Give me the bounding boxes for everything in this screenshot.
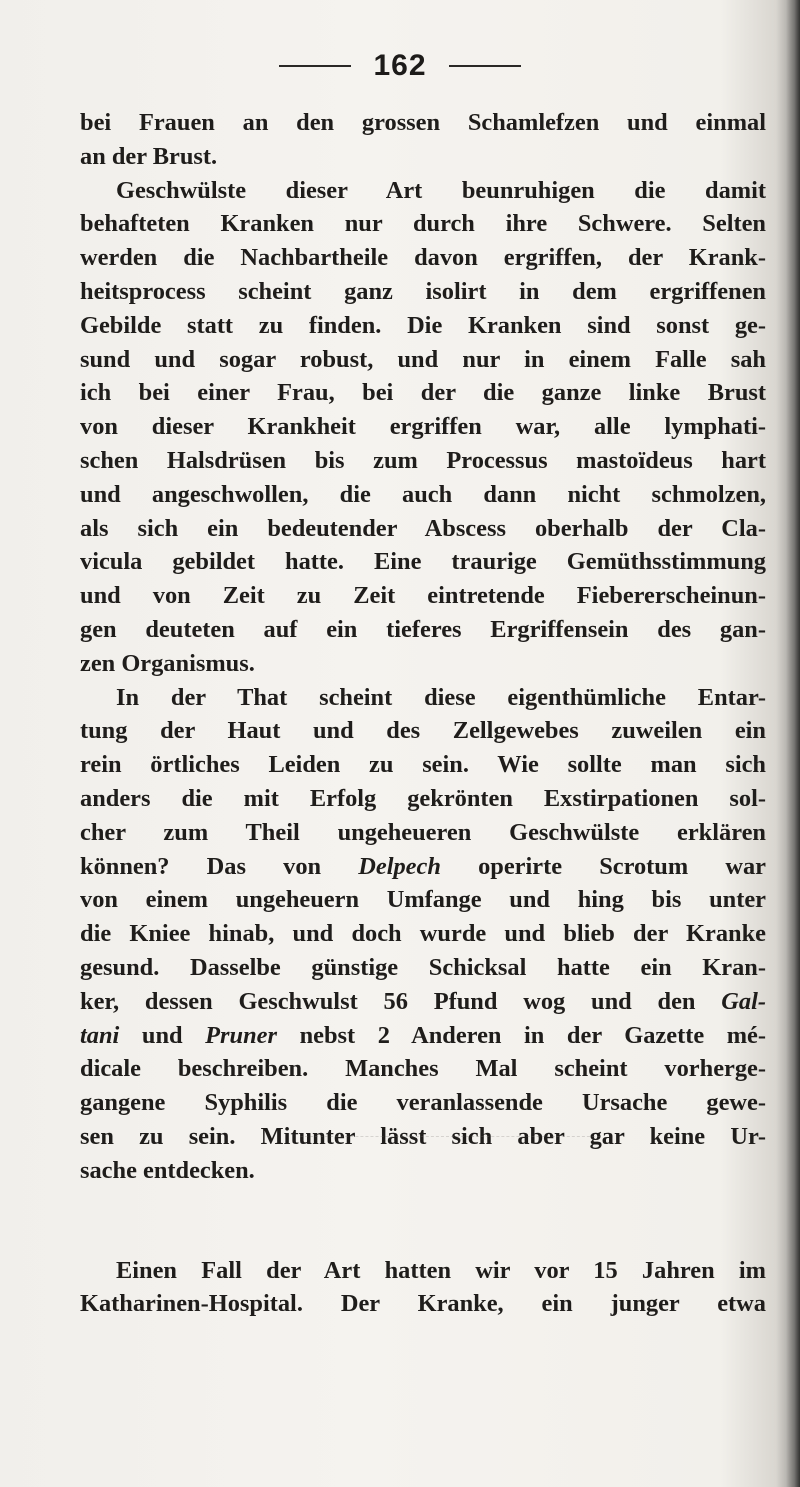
text-line xyxy=(80,951,766,985)
text-run: und xyxy=(119,1021,206,1049)
text-run: nebst 2 Anderen in der Gazette mé- xyxy=(277,1021,766,1049)
text-line xyxy=(80,985,766,1019)
text-line xyxy=(80,1086,766,1120)
text-line xyxy=(80,917,766,951)
text-run: bei Frauen an den grossen Schamlefzen und einmal xyxy=(80,109,766,136)
text-line xyxy=(80,275,766,309)
text-run: gen deuteten auf ein tieferes Ergriffensein des gan- xyxy=(80,615,766,643)
text-run: sache entdecken. xyxy=(80,1156,255,1184)
text-line xyxy=(80,579,766,613)
author-name-italic: tani xyxy=(80,1021,120,1049)
text-line xyxy=(80,376,766,410)
author-name-italic: Delpech xyxy=(358,852,441,880)
text-line xyxy=(80,647,766,681)
text-run: ich bei einer Frau, bei der die ganze linke Brust xyxy=(80,379,766,407)
text-run: Geschwülste dieser Art beunruhigen die damit xyxy=(116,176,766,204)
page-number: 162 xyxy=(373,49,427,82)
text-run: rein örtliches Leiden zu sein. Wie sollte man sich xyxy=(80,751,766,779)
text-line xyxy=(80,1287,766,1321)
text-run: als sich ein bedeutender Abscess oberhalb der Cla- xyxy=(80,514,766,542)
text-run: tung der Haut und des Zellgewebes zuweilen ein xyxy=(80,717,766,745)
text-run: vicula gebildet hatte. Eine traurige Gemüthsstimmung xyxy=(80,548,766,576)
text-line xyxy=(80,241,766,275)
text-line xyxy=(80,748,766,782)
text-run: schen Halsdrüsen bis zum Processus mastoïdeus hart xyxy=(80,446,766,474)
text-run: Einen Fall der Art hatten wir vor 15 Jahren im xyxy=(116,1256,766,1284)
text-run: von einem ungeheuern Umfange und hing bis unter xyxy=(80,886,766,914)
text-run: zen Organismus. xyxy=(80,649,255,677)
text-run: die Kniee hinab, und doch wurde und blieb der Kranke xyxy=(80,920,766,948)
text-line xyxy=(80,782,766,816)
header-rule-right xyxy=(449,65,521,67)
text-run: sen zu sein. Mitunter lässt sich aber gar keine Ur- xyxy=(80,1122,766,1150)
text-line xyxy=(80,883,766,917)
text-line xyxy=(80,714,766,748)
text-run: operirte Scrotum war xyxy=(440,852,766,880)
show-through-rule xyxy=(300,1136,600,1138)
text-line xyxy=(80,1052,766,1086)
text-run: Katharinen-Hospital. Der Kranke, ein junger etwa xyxy=(80,1290,766,1318)
text-line xyxy=(80,444,766,478)
text-run: ker, dessen Geschwulst 56 Pfund wog und den xyxy=(80,987,722,1015)
text-run: gesund. Dasselbe günstige Schicksal hatte ein Kran- xyxy=(80,953,766,981)
author-name-italic: Pruner xyxy=(205,1021,277,1049)
text-line xyxy=(80,207,766,241)
text-line xyxy=(80,613,766,647)
text-line xyxy=(80,140,766,174)
text-run: cher zum Theil ungeheueren Geschwülste erklären xyxy=(80,818,766,846)
text-line xyxy=(80,174,766,208)
body-text xyxy=(80,106,766,1321)
text-line xyxy=(80,478,766,512)
text-run: können? Das von xyxy=(80,852,359,880)
text-run: dicale beschreiben. Manches Mal scheint vorherge- xyxy=(80,1055,766,1083)
text-run: von dieser Krankheit ergriffen war, alle lymphati- xyxy=(80,413,766,441)
text-run: behafteten Kranken nur durch ihre Schwere. Selten xyxy=(80,210,766,238)
text-run: werden die Nachbartheile davon ergriffen, der Krank- xyxy=(80,244,766,272)
text-run: an der Brust. xyxy=(80,142,218,170)
text-run: anders die mit Erfolg gekrönten Exstirpationen sol- xyxy=(80,784,766,812)
page-edge-shadow xyxy=(786,0,800,1487)
text-run: und angeschwollen, die auch dann nicht schmolzen, xyxy=(80,480,766,508)
text-run: sund und sogar robust, und nur in einem Falle sah xyxy=(80,345,766,373)
text-line xyxy=(80,1254,766,1288)
text-line xyxy=(80,681,766,715)
text-line xyxy=(80,410,766,444)
text-line xyxy=(80,545,766,579)
text-line xyxy=(80,309,766,343)
paragraph-gap xyxy=(80,1188,766,1254)
text-run: Gebilde statt zu finden. Die Kranken sind sonst ge- xyxy=(80,311,766,339)
text-line xyxy=(80,1154,766,1188)
text-line xyxy=(80,1019,766,1053)
author-name-italic: Gal- xyxy=(721,987,766,1015)
text-run: In der That scheint diese eigenthümliche Entar- xyxy=(116,683,766,711)
text-line xyxy=(80,343,766,377)
text-line xyxy=(80,106,766,140)
text-line xyxy=(80,816,766,850)
page-header xyxy=(0,46,800,86)
text-line xyxy=(80,850,766,884)
text-run: heitsprocess scheint ganz isolirt in dem ergriffenen xyxy=(80,277,766,305)
text-line xyxy=(80,512,766,546)
header-rule-left xyxy=(279,65,351,67)
text-run: und von Zeit zu Zeit eintretende Fiebererscheinun- xyxy=(80,582,766,610)
text-run: gangene Syphilis die veranlassende Ursache gewe- xyxy=(80,1089,766,1117)
